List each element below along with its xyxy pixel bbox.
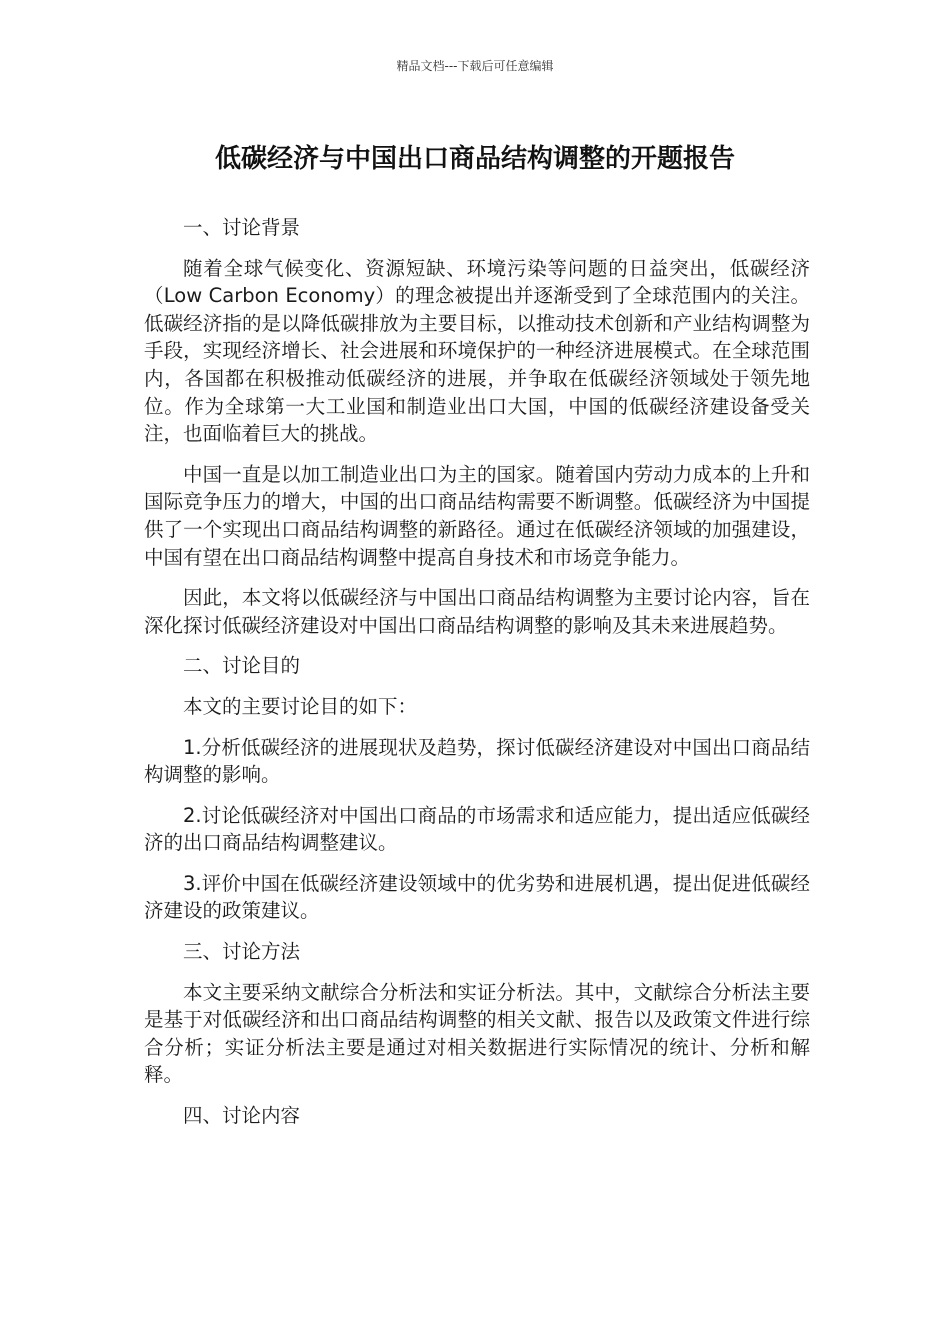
document-title: 低碳经济与中国出口商品结构调整的开题报告 — [214, 144, 735, 174]
document-body — [144, 214, 810, 1143]
list-item: 2.讨论低碳经济对中国出口商品的市场需求和适应能力，提出适应低碳经济的出口商品结构调整建议。 — [144, 803, 810, 855]
section-heading-content: 四、讨论内容 — [183, 1104, 301, 1128]
paragraph: 中国一直是以加工制造业出口为主的国家。随着国内劳动力成本的上升和国际竞争压力的增大，中国的出口商品结构需要不断调整。低碳经济为中国提供了一个实现出口商品结构调整的新路径。通过在低碳经济领域的加强建设，中国有望在出口商品结构调整中提高自身技术和市场竞争能力。 — [144, 462, 810, 569]
paragraph: 随着全球气候变化、资源短缺、环境污染等问题的日益突出，低碳经济（Low Carbon Economy）的理念被提出并逐渐受到了全球范围内的关注。低碳经济指的是以降低碳排放为主要目标，以推动技术创新和产业结构调整为手段，实现经济增长、社会进展和环境保护的一种经济进展模式。在全球范围内，各国都在积极推动低碳经济的进展，并争取在低碳经济领域处于领先地位。作为全球第一大工业国和制造业出口大国，中国的低碳经济建设备受关注，也面临着巨大的挑战。 — [144, 256, 810, 446]
section-heading-background: 一、讨论背景 — [183, 216, 301, 239]
section-heading-method: 三、讨论方法 — [183, 940, 301, 964]
section-heading-purpose: 二、讨论目的 — [183, 654, 301, 678]
list-item: 1.分析低碳经济的进展现状及趋势，探讨低碳经济建设对中国出口商品结构调整的影响。 — [144, 735, 810, 787]
list-item: 3.评价中国在低碳经济建设领域中的优劣势和进展机遇，提出促进低碳经济建设的政策建议。 — [144, 871, 810, 923]
paragraph: 本文的主要讨论目的如下： — [183, 694, 418, 718]
paragraph: 因此，本文将以低碳经济与中国出口商品结构调整为主要讨论内容，旨在深化探讨低碳经济建设对中国出口商品结构调整的影响及其未来进展趋势。 — [144, 586, 810, 637]
paragraph: 本文主要采纳文献综合分析法和实证分析法。其中，文献综合分析法主要是基于对低碳经济和出口商品结构调整的相关文献、报告以及政策文件进行综合分析；实证分析法主要是通过对相关数据进行实际情况的统计、分析和解释。 — [144, 980, 810, 1087]
header-note: 精品文档---下载后可任意编辑 — [396, 59, 554, 73]
